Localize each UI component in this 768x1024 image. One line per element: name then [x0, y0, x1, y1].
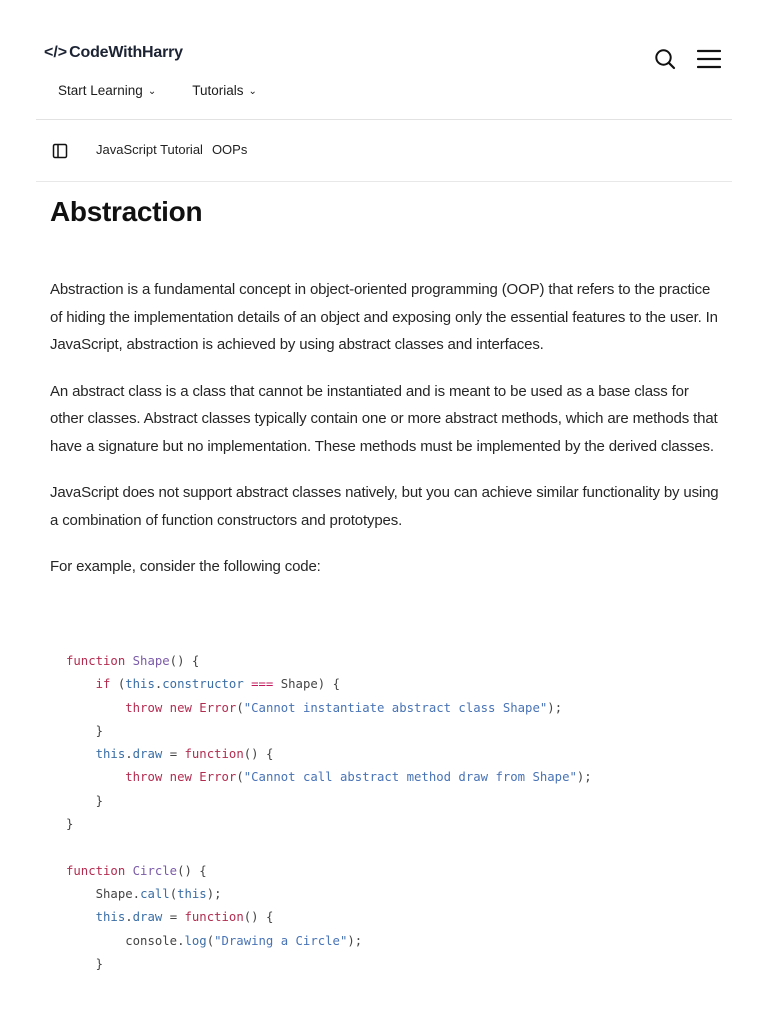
code-line: this.draw = function() {	[95, 747, 274, 762]
code-line: Shape.call(this);	[95, 886, 222, 901]
main-nav	[58, 83, 257, 98]
paragraph: JavaScript does not support abstract classes natively, but you can achieve similar functionality by using a combination of function constructors and prototypes.	[50, 484, 719, 529]
code-line: if (this.constructor === Shape) {	[95, 677, 340, 692]
search-icon[interactable]	[652, 46, 678, 72]
logo-text: CodeWithHarry	[69, 44, 183, 61]
code-line: }	[95, 793, 104, 808]
site-header	[36, 0, 732, 120]
code-line: }	[66, 817, 74, 832]
code-line: }	[95, 723, 104, 738]
paragraph: For example, consider the following code:	[50, 558, 321, 575]
sidebar-toggle-icon[interactable]	[52, 143, 68, 159]
nav-start-learning[interactable]	[58, 83, 156, 98]
breadcrumb	[96, 142, 247, 157]
code-line: function Circle() {	[66, 863, 207, 878]
code-line: console.log("Drawing a Circle");	[125, 933, 363, 948]
code-line: function Shape() {	[66, 654, 200, 668]
chevron-down-icon: ⌄	[248, 86, 257, 97]
code-line: this.draw = function() {	[95, 910, 274, 925]
header-actions	[652, 46, 722, 72]
breadcrumb-bar	[36, 120, 732, 182]
breadcrumb-item-oops[interactable]: OOPs	[211, 142, 248, 157]
paragraph: Abstraction is a fundamental concept in object-oriented programming (OOP) that refers to the practice of hiding the implementation details of an object and exposing only the essential features to the user. In JavaScript, abstraction is achieved by using abstract classes and interfaces.	[50, 281, 718, 353]
page-title: Abstraction	[50, 196, 203, 227]
paragraph: An abstract class is a class that cannot be instantiated and is meant to be used as a base class for other classes. Abstract classes typically contain one or more abstract methods, which are methods that have a signature but no implementation. These methods must be implemented by the derived classes.	[50, 382, 718, 455]
nav-label: Start Learning	[58, 83, 143, 98]
nav-tutorials[interactable]	[192, 83, 257, 98]
nav-label: Tutorials	[192, 83, 244, 98]
code-line: throw new Error("Cannot instantiate abstract class Shape");	[125, 700, 563, 715]
code-line: throw new Error("Cannot call abstract method draw from Shape");	[125, 770, 592, 785]
code-block	[66, 650, 592, 976]
site-logo[interactable]	[44, 44, 183, 62]
code-line	[66, 836, 592, 859]
breadcrumb-item-javascript-tutorial[interactable]: JavaScript Tutorial	[96, 142, 203, 157]
code-line: }	[95, 956, 104, 971]
chevron-down-icon: ⌄	[147, 86, 157, 97]
article-content	[50, 196, 722, 581]
hamburger-menu-icon[interactable]	[696, 46, 722, 72]
logo-mark: </>	[44, 44, 68, 61]
